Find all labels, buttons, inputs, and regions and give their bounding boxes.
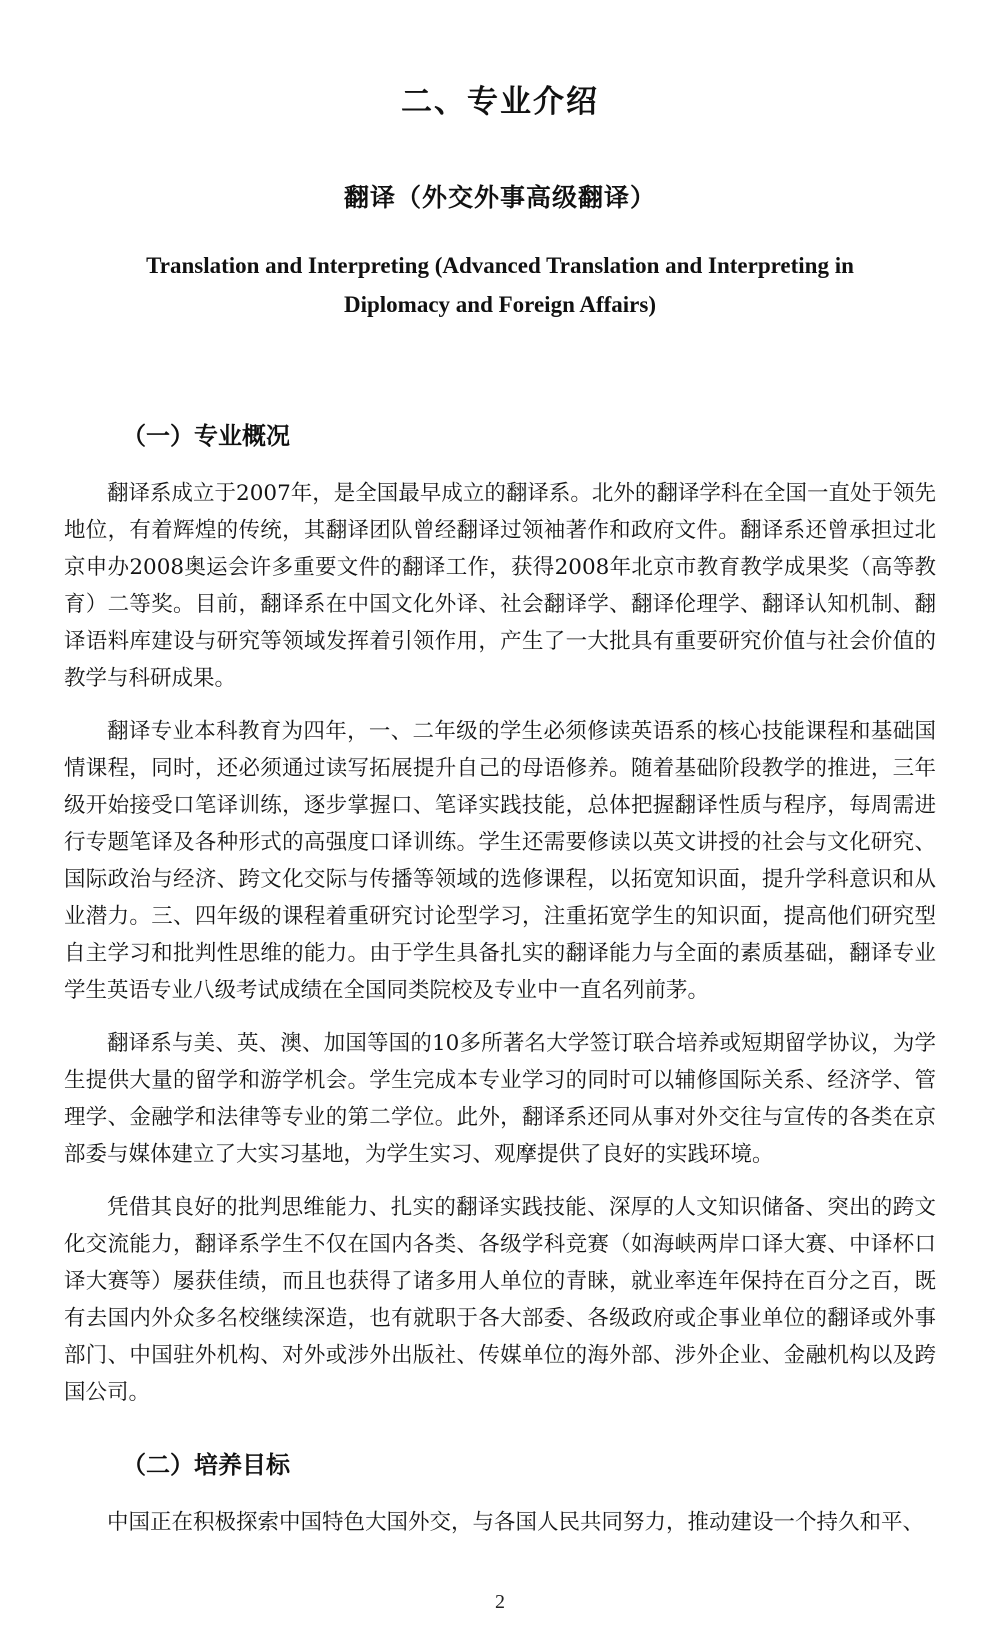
program-title-zh: 翻译（外交外事高级翻译） [343,183,656,212]
section-2-paragraph-1: 中国正在积极探索中国特色大国外交，与各国人民共同努力，推动建设一个持久和平、 [107,1510,925,1535]
program-title-en-line1: Translation and Interpreting (Advanced Translation and Interpreting in [146,253,854,278]
program-title-en-line2: Diplomacy and Foreign Affairs) [344,292,656,317]
section-2-heading: （二）培养目标 [122,1451,290,1479]
section-1-paragraph-4: 凭借其良好的批判思维能力、扎实的翻译实践技能、深厚的人文知识储备、突出的跨文化交流能力，翻译系学生不仅在国内各类、各级学科竞赛（如海峡两岸口译大赛、中译杯口译大赛等）屡获佳绩，而且也获得了诸多用人单位的青睐，就业率连年保持在百分之百，既有去国内外众多名校继续深造，也有就职于各大部委、各级政府或企事业单位的翻译或外事部门、中国驻外机构、对外或涉外出版社、传媒单位的海外部、涉外企业、金融机构以及跨国公司。 [64,1195,936,1405]
section-1-paragraph-1: 翻译系成立于2007年，是全国最早成立的翻译系。北外的翻译学科在全国一直处于领先地位，有着辉煌的传统，其翻译团队曾经翻译过领袖著作和政府文件。翻译系还曾承担过北京申办2008奥运会许多重要文件的翻译工作，获得2008年北京市教育教学成果奖（高等教育）二等奖。目前，翻译系在中国文化外译、社会翻译学、翻译伦理学、翻译认知机制、翻译语料库建设与研究等领域发挥着引领作用，产生了一大批具有重要研究价值与社会价值的教学与科研成果。 [64,481,936,691]
section-1-heading: （一）专业概况 [122,422,290,450]
page-number: 2 [495,1591,505,1613]
program-title-en [64,246,936,324]
page-title: 二、专业介绍 [401,84,599,120]
section-1-paragraph-3: 翻译系与美、英、澳、加国等国的10多所著名大学签订联合培养或短期留学协议，为学生提供大量的留学和游学机会。学生完成本专业学习的同时可以辅修国际关系、经济学、管理学、金融学和法律等专业的第二学位。此外，翻译系还同从事对外交往与宣传的各类在京部委与媒体建立了大实习基地，为学生实习、观摩提供了良好的实践环境。 [64,1031,936,1167]
section-1-paragraph-2: 翻译专业本科教育为四年，一、二年级的学生必须修读英语系的核心技能课程和基础国情课程，同时，还必须通过读写拓展提升自己的母语修养。随着基础阶段教学的推进，三年级开始接受口笔译训练，逐步掌握口、笔译实践技能，总体把握翻译性质与程序，每周需进行专题笔译及各种形式的高强度口译训练。学生还需要修读以英文讲授的社会与文化研究、国际政治与经济、跨文化交际与传播等领域的选修课程，以拓宽知识面，提升学科意识和从业潜力。三、四年级的课程着重研究讨论型学习，注重拓宽学生的知识面，提高他们研究型自主学习和批判性思维的能力。由于学生具备扎实的翻译能力与全面的素质基础，翻译专业学生英语专业八级考试成绩在全国同类院校及专业中一直名列前茅。 [64,719,936,1003]
